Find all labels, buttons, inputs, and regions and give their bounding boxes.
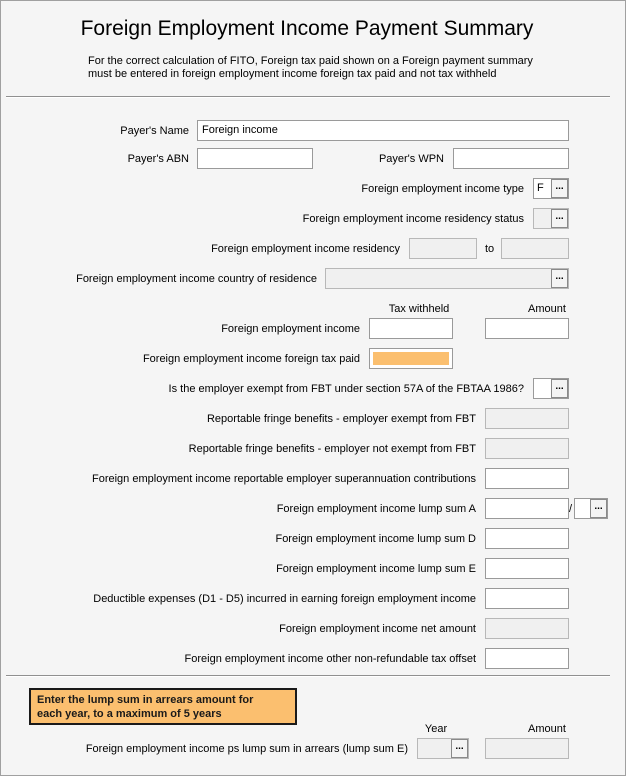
lump-sum-e-input[interactable]: [485, 558, 569, 579]
residency-from-input[interactable]: [409, 238, 477, 259]
residency-status-combo[interactable]: [533, 208, 569, 229]
arrears-year-lookup-button[interactable]: ...: [451, 739, 468, 758]
lump-sum-d-input[interactable]: [485, 528, 569, 549]
deductible-expenses-input[interactable]: [485, 588, 569, 609]
lump-sum-d-label: Foreign employment income lump sum D: [275, 533, 476, 545]
fbt-exempt-combo[interactable]: [533, 378, 569, 399]
tax-withheld-header: Tax withheld: [388, 303, 450, 315]
rfb-exempt-input[interactable]: [485, 408, 569, 429]
fbt-exempt-lookup-button[interactable]: ...: [551, 379, 568, 398]
country-of-residence-label: Foreign employment income country of residence: [76, 273, 317, 285]
country-lookup-button[interactable]: ...: [551, 269, 568, 288]
payer-wpn-input[interactable]: [453, 148, 569, 169]
income-type-value: F: [537, 182, 544, 194]
fbt-exempt-label: Is the employer exempt from FBT under section 57A of the FBTAA 1986?: [168, 383, 524, 395]
fei-amount-input[interactable]: [485, 318, 569, 339]
residency-status-lookup-button[interactable]: ...: [551, 209, 568, 228]
country-of-residence-combo[interactable]: [325, 268, 569, 289]
net-amount-label: Foreign employment income net amount: [279, 623, 476, 635]
payer-name-input[interactable]: Foreign income: [197, 120, 569, 141]
arrears-warning-box: [29, 688, 297, 725]
lump-sum-a-label: Foreign employment income lump sum A: [276, 503, 476, 515]
lump-sum-a-separator: /: [569, 503, 573, 515]
lump-sum-a-input[interactable]: [485, 498, 569, 519]
arrears-amount-input[interactable]: [485, 738, 569, 759]
fei-label: Foreign employment income: [221, 323, 360, 335]
fito-note-line-2: must be entered in foreign employment income foreign tax paid and not tax withheld: [88, 68, 497, 80]
amount-header: Amount: [528, 303, 566, 315]
arrears-year-header: Year: [424, 723, 448, 735]
income-type-label: Foreign employment income type: [361, 183, 524, 195]
foreign-tax-paid-input[interactable]: [369, 348, 453, 369]
rfb-not-exempt-input[interactable]: [485, 438, 569, 459]
residency-status-label: Foreign employment income residency status: [302, 213, 524, 225]
fei-tax-withheld-input[interactable]: [369, 318, 453, 339]
top-divider: [6, 96, 610, 98]
fito-note: [88, 55, 533, 81]
payer-abn-label: Payer's ABN: [127, 153, 189, 165]
arrears-amount-header: Amount: [528, 723, 566, 735]
income-type-lookup-button[interactable]: ...: [551, 179, 568, 198]
bottom-divider: [6, 675, 610, 677]
arrears-warning-line-2: each year, to a maximum of 5 years: [37, 708, 222, 720]
page-title: Foreign Employment Income Payment Summary: [80, 17, 534, 40]
lump-sum-a-type-combo[interactable]: [574, 498, 608, 519]
arrears-warning-line-1: Enter the lump sum in arrears amount for: [37, 694, 254, 706]
residency-label: Foreign employment income residency: [211, 243, 400, 255]
payer-name-label: Payer's Name: [120, 125, 189, 137]
payer-wpn-label: Payer's WPN: [378, 153, 444, 165]
arrears-label: Foreign employment income ps lump sum in arrears (lump sum E): [85, 743, 408, 755]
other-offset-label: Foreign employment income other non-refundable tax offset: [184, 653, 476, 665]
resc-input[interactable]: [485, 468, 569, 489]
payer-abn-input[interactable]: [197, 148, 313, 169]
other-offset-input[interactable]: [485, 648, 569, 669]
foreign-tax-paid-highlight: [373, 352, 449, 365]
lump-sum-a-type-lookup-button[interactable]: ...: [590, 499, 607, 518]
net-amount-input[interactable]: [485, 618, 569, 639]
lump-sum-e-label: Foreign employment income lump sum E: [276, 563, 476, 575]
deductible-expenses-label: Deductible expenses (D1 - D5) incurred in earning foreign employment income: [93, 593, 476, 605]
resc-label: Foreign employment income reportable employer superannuation contributions: [92, 473, 476, 485]
arrears-year-combo[interactable]: [417, 738, 469, 759]
foreign-tax-paid-label: Foreign employment income foreign tax paid: [142, 353, 360, 365]
rfb-exempt-label: Reportable fringe benefits - employer exempt from FBT: [206, 413, 476, 425]
income-type-combo[interactable]: [533, 178, 569, 199]
residency-to-input[interactable]: [501, 238, 569, 259]
rfb-not-exempt-label: Reportable fringe benefits - employer not exempt from FBT: [188, 443, 476, 455]
fito-note-line-1: For the correct calculation of FITO, Foreign tax paid shown on a Foreign payment summary: [88, 55, 533, 67]
residency-to-label: to: [485, 243, 495, 255]
